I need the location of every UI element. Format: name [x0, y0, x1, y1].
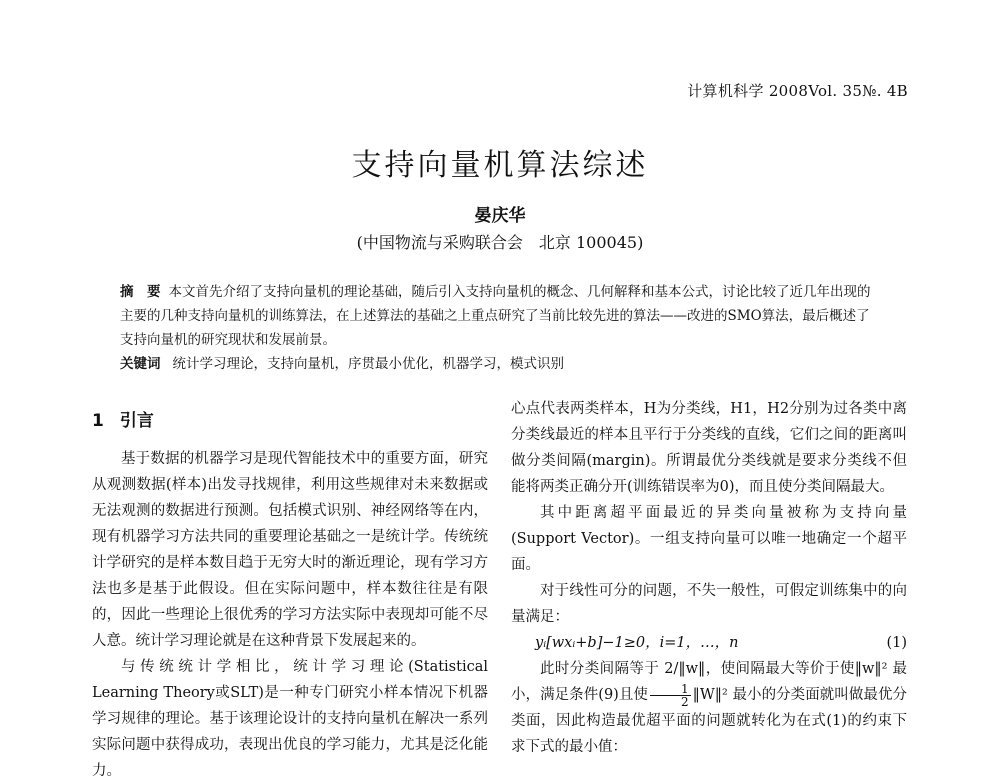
keywords [120, 352, 880, 372]
paragraph: 与传统统计学相比，统计学习理论(Statistical Learning Theory或SLT)是一种专门研究小样本情况下机器学习规律的理论。基于该理论设计的支持向量机在解决一系列实际问题中获得成功，表现出优良的学习能力，尤其是泛化能力。 [92, 659, 488, 779]
paragraph: 心点代表两类样本，H为分类线，H1，H2分别为过各类中离分类线最近的样本且平行于分类线的直线，它们之间的距离叫做分类间隔(margin)。所谓最优分类线就是要求分类线不但能将两类正确分开(训练错误率为0)，而且使分类间隔最大。 [511, 401, 907, 495]
keywords-text: 统计学习理论，支持向量机，序贯最小优化，机器学习，模式识别 [172, 356, 564, 372]
fraction-denominator: 2 [680, 694, 689, 709]
keywords-label: 关键词 [120, 356, 161, 372]
abstract-text: 本文首先介绍了支持向量机的理论基础，随后引入支持向量机的概念、几何解释和基本公式，讨论比较了近几年出现的主要的几种支持向量机的训练算法，在上述算法的基础之上重点研究了当前比较先进的算法——改进的SMO算法，最后概述了支持向量机的研究现状和发展前景。 [120, 284, 871, 348]
paragraph [511, 656, 907, 760]
left-column [92, 408, 488, 784]
paragraph: 对于线性可分的问题，不失一般性，可假定训练集中的向量满足： [511, 583, 907, 625]
section-heading [92, 408, 488, 434]
section-title: 引言 [119, 411, 154, 431]
affiliation: (中国物流与采购联合会 北京 100045) [356, 233, 644, 252]
fraction [650, 683, 691, 708]
author: 晏庆华 [474, 206, 526, 226]
journal-header: 计算机科学 2008Vol. 35№. 4B [687, 82, 908, 100]
equation-1 [511, 630, 907, 656]
equation-number: (1) [886, 635, 907, 651]
paragraph: 其中距离超平面最近的异类向量被称为支持向量(Support Vector)。一组支持向量可以唯一地确定一个超平面。 [511, 505, 907, 573]
equation-text: yᵢ[wxᵢ+b]−1≥0，i=1，…，n [535, 635, 739, 651]
paragraph-text: ‖W‖² 最小的分类面就叫做最优分类面，因此构造最优超平面的问题就转化为在式(1)的约束下求下式的最小值： [511, 687, 907, 755]
paragraph-text: 此时分类间隔等于 2/‖w‖，使间隔最大等价于使‖w‖² 最小，满足条件(9)且使 [511, 661, 907, 703]
abstract [120, 280, 880, 352]
right-column [511, 396, 907, 760]
section-number: 1 [92, 411, 104, 431]
paper-title: 支持向量机算法综述 [351, 148, 649, 183]
paragraph: 基于数据的机器学习是现代智能技术中的重要方面，研究从观测数据(样本)出发寻找规律，利用这些规律对未来数据或无法观测的数据进行预测。包括模式识别、神经网络等在内，现有机器学习方法共同的重要理论基础之一是统计学。传统统计学研究的是样本数目趋于无穷大时的渐近理论，现有学习方法也多是基于此假设。但在实际问题中，样本数往往是有限的，因此一些理论上很优秀的学习方法实际中表现却可能不尽人意。统计学习理论就是在这种背景下发展起来的。 [92, 451, 488, 649]
abstract-label: 摘 要 [120, 284, 161, 300]
fraction-numerator: 1 [650, 683, 691, 696]
